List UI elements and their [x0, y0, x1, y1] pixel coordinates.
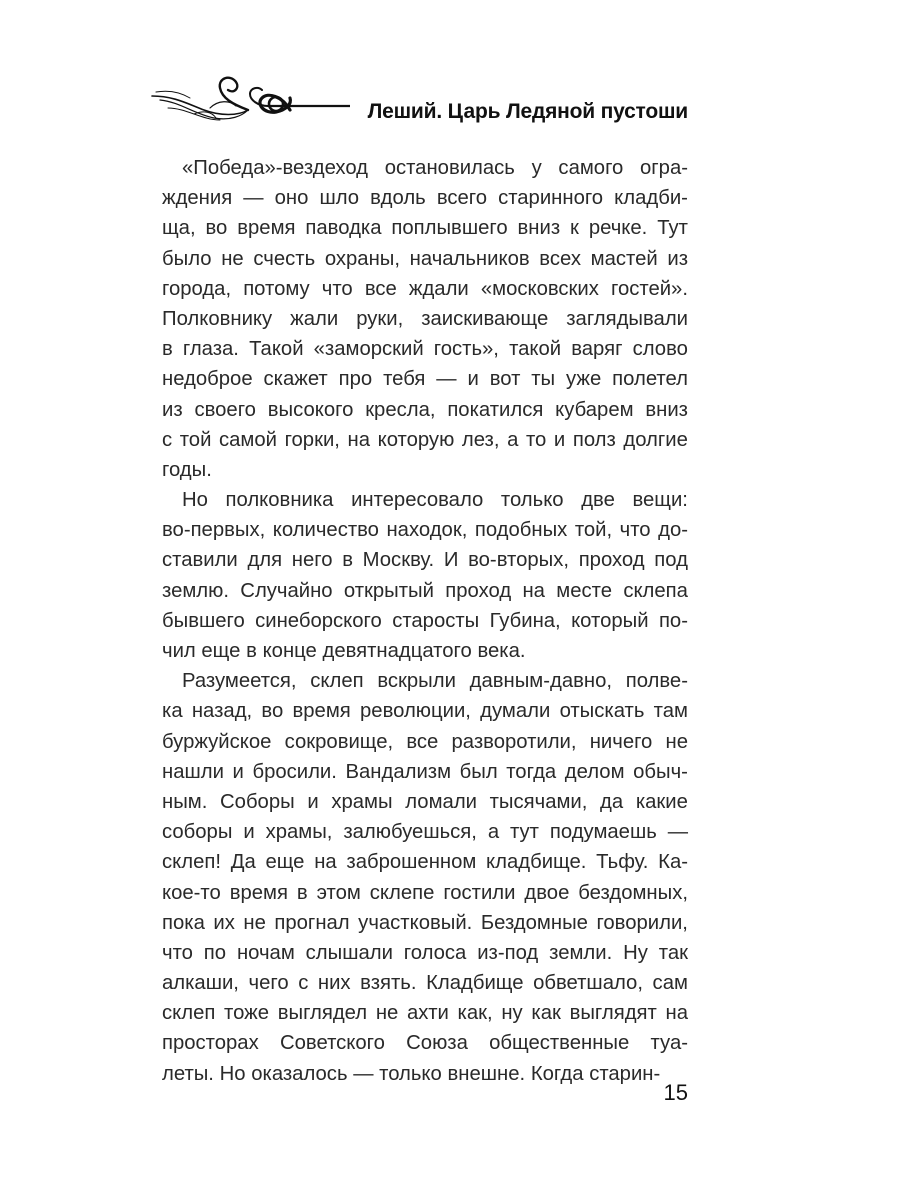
text-line	[162, 606, 688, 636]
word: храмы	[331, 790, 393, 813]
word: гость»,	[433, 338, 499, 361]
word: такой	[509, 338, 562, 361]
word: просторах	[162, 1032, 259, 1055]
text-line	[162, 576, 688, 606]
word: революции,	[360, 700, 471, 723]
word: подумаешь	[549, 821, 657, 844]
word: «московских	[480, 277, 599, 300]
word: две	[581, 489, 615, 512]
word: все	[364, 277, 397, 300]
word: интересовало	[351, 489, 484, 512]
text-line	[162, 878, 688, 908]
word: ну	[501, 1002, 523, 1025]
text-line	[162, 908, 688, 938]
word: Но	[182, 489, 208, 512]
word: вскрыли	[377, 670, 456, 693]
word: своего	[194, 398, 256, 421]
word: заискивающе	[421, 307, 549, 330]
word: их	[213, 911, 235, 934]
word: выглядел	[277, 1002, 368, 1025]
text-line	[162, 666, 688, 696]
word: в	[296, 881, 308, 904]
word: так	[658, 941, 688, 964]
word: чил	[162, 640, 196, 662]
word: слово	[632, 338, 688, 361]
word: долгие	[623, 428, 688, 451]
word: обветшало,	[533, 972, 643, 995]
word: что	[321, 277, 353, 300]
word: не	[221, 247, 244, 270]
text-line	[162, 485, 688, 515]
word: алкаши,	[162, 972, 239, 995]
word: открытый	[343, 579, 434, 602]
word: —	[667, 821, 688, 844]
word: вдоль	[370, 187, 426, 210]
word: ломали	[405, 790, 477, 813]
word: старин-	[589, 1062, 661, 1085]
word: тебя	[383, 368, 426, 391]
word: кладбище.	[486, 851, 587, 874]
word: у	[531, 157, 542, 179]
word: склеп	[310, 670, 364, 693]
word: кое-то	[162, 881, 221, 904]
word: разворотили,	[451, 730, 577, 753]
word: как,	[457, 1002, 493, 1025]
word: сокровище,	[284, 730, 394, 753]
word: ты	[531, 368, 556, 391]
word: слышали	[305, 941, 393, 964]
swirl-ornament-icon	[150, 70, 350, 140]
word: обыч-	[633, 760, 688, 783]
text-line	[162, 636, 688, 666]
text-line	[162, 998, 688, 1028]
word: вещи:	[632, 489, 688, 512]
word: Советского	[279, 1032, 385, 1055]
word: кладби-	[614, 187, 688, 210]
word: полве-	[625, 670, 688, 693]
word: Когда	[530, 1062, 584, 1085]
word: думали	[480, 700, 551, 723]
word: Ну	[623, 941, 648, 964]
word: пока	[162, 911, 205, 934]
word: то	[525, 428, 547, 451]
word: там	[653, 700, 688, 723]
word: потому	[243, 277, 310, 300]
word: взять.	[360, 972, 417, 995]
word: отыскать	[559, 700, 645, 723]
word: который	[571, 609, 649, 632]
word: к	[570, 217, 579, 240]
word: оказалось	[251, 1062, 348, 1085]
word: храмы,	[265, 821, 333, 844]
word: ждения	[162, 187, 233, 210]
word: месте	[556, 579, 612, 602]
word: и	[243, 821, 255, 844]
word: под	[654, 549, 688, 572]
word: и	[232, 760, 244, 783]
word: кубарем	[555, 398, 634, 421]
word: глаза.	[182, 338, 239, 361]
word: И	[443, 549, 459, 572]
word: Тут	[657, 217, 688, 240]
word: уже	[566, 368, 602, 391]
word: заглядывали	[566, 307, 688, 330]
word: было	[162, 247, 212, 270]
word: залюбуешься,	[343, 821, 477, 844]
word: все	[406, 730, 439, 753]
word: какие	[635, 790, 688, 813]
word: Вандализм	[345, 760, 452, 783]
word: назад,	[191, 700, 253, 723]
word: недоброе	[162, 368, 253, 391]
word: а	[507, 428, 519, 451]
word: горки,	[284, 428, 340, 451]
word: счесть	[253, 247, 316, 270]
word: и	[467, 368, 479, 391]
word: во	[261, 700, 284, 723]
text-line	[162, 757, 688, 787]
word: соборы	[162, 821, 233, 844]
word: выглядят	[569, 1002, 657, 1025]
text-line	[162, 787, 688, 817]
word: кресла,	[365, 398, 436, 421]
word: тогда	[506, 760, 557, 783]
word: тысячами,	[489, 790, 588, 813]
text-line	[162, 153, 688, 183]
word: Случайно	[240, 579, 333, 602]
word: на	[347, 428, 371, 451]
word: руки,	[356, 307, 404, 330]
word: Губина,	[489, 609, 561, 632]
word: варяг	[571, 338, 623, 361]
word: только	[379, 1062, 442, 1085]
word: конце	[262, 640, 317, 662]
word: полетел	[612, 368, 688, 391]
word: бездомных,	[578, 881, 688, 904]
word: с	[162, 428, 173, 451]
text-line	[162, 304, 688, 334]
word: ща,	[162, 217, 196, 240]
word: ничего	[589, 730, 653, 753]
word: прогнал	[274, 911, 350, 934]
text-line	[162, 938, 688, 968]
word: еще	[265, 851, 305, 874]
word: «заморский	[313, 338, 424, 361]
word: огра-	[640, 157, 688, 179]
word: самой	[219, 428, 277, 451]
word: той	[179, 428, 212, 451]
word: время	[292, 700, 351, 723]
running-header	[150, 70, 690, 140]
word: которую	[377, 428, 455, 451]
word: покатился	[447, 398, 544, 421]
word: и	[307, 790, 319, 813]
word: —	[243, 187, 264, 210]
word: что	[162, 941, 193, 964]
text-line	[162, 817, 688, 847]
word: ахти	[407, 1002, 449, 1025]
word: на	[665, 1002, 688, 1025]
word: про	[338, 368, 373, 391]
running-title: Леший. Царь Ледяной пустоши	[367, 100, 688, 123]
word: сам	[652, 972, 688, 995]
word: как	[531, 1002, 561, 1025]
word: время	[237, 217, 296, 240]
word: века.	[477, 640, 526, 662]
body-text	[162, 153, 688, 1089]
word: землю.	[162, 579, 229, 602]
word: скажет	[263, 368, 328, 391]
word: участковый.	[358, 911, 473, 934]
word: оно	[274, 187, 309, 210]
word: двое	[524, 881, 570, 904]
word: остановилась	[384, 157, 515, 179]
word: самого	[558, 157, 624, 179]
word: во-первых,	[162, 519, 266, 542]
word: да	[600, 790, 624, 813]
word: паводка	[305, 217, 382, 240]
word: давным-давно,	[469, 670, 613, 693]
word: время	[229, 881, 288, 904]
word: Соборы	[220, 790, 295, 813]
word: тут	[510, 821, 539, 844]
word: поплывшего	[391, 217, 508, 240]
word: вот	[489, 368, 521, 391]
word: Москву.	[362, 549, 435, 572]
text-line	[162, 968, 688, 998]
word: до-	[658, 519, 688, 542]
word: Полковнику	[162, 307, 273, 330]
word: ка	[162, 700, 183, 723]
word: ным.	[162, 790, 208, 813]
word: старосты	[392, 609, 480, 632]
word: гостили	[443, 881, 516, 904]
word: Но	[219, 1062, 246, 1085]
word: нашли	[162, 760, 224, 783]
word: не	[243, 911, 266, 934]
word: склепа	[623, 579, 688, 602]
word: по-	[658, 609, 688, 632]
text-line	[162, 1059, 688, 1089]
word: Такой	[249, 338, 304, 361]
word: гостей».	[611, 277, 688, 300]
word: годы.	[162, 458, 212, 481]
text-line	[162, 696, 688, 726]
text-line	[162, 334, 688, 364]
word: всего	[436, 187, 488, 210]
word: —	[353, 1062, 374, 1085]
word: проход	[445, 579, 512, 602]
word: бросили.	[252, 760, 337, 783]
word: бывшего	[162, 609, 245, 632]
text-line	[162, 395, 688, 425]
word: тоже	[224, 1002, 270, 1025]
word: него	[291, 549, 333, 572]
word: вниз	[517, 217, 561, 240]
word: охраны,	[324, 247, 400, 270]
word: мастей	[590, 247, 658, 270]
word: —	[436, 368, 457, 391]
word: той,	[574, 519, 613, 542]
word: полковника	[225, 489, 334, 512]
word: количество	[272, 519, 379, 542]
word: шло	[319, 187, 360, 210]
word: заброшенном	[346, 851, 477, 874]
word: в	[246, 640, 257, 662]
word: из	[667, 247, 688, 270]
word: еще	[201, 640, 241, 662]
word: Разумеется,	[182, 670, 297, 693]
word: на	[522, 579, 545, 602]
word: Ка-	[658, 851, 688, 874]
word: ждали	[408, 277, 469, 300]
word: начальников	[409, 247, 530, 270]
word: что	[619, 519, 651, 542]
word: жали	[290, 307, 339, 330]
text-line	[162, 183, 688, 213]
word: в	[342, 549, 353, 572]
word: этом	[316, 881, 361, 904]
word: лез,	[461, 428, 500, 451]
text-line	[162, 1028, 688, 1058]
text-line	[162, 515, 688, 545]
word: всех	[539, 247, 581, 270]
word: только	[500, 489, 564, 512]
word: не	[375, 1002, 399, 1025]
word: туа-	[650, 1032, 688, 1055]
word: склеп!	[162, 851, 221, 874]
word: для	[247, 549, 283, 572]
word: склепе	[369, 881, 435, 904]
word: говорили,	[596, 911, 688, 934]
text-line	[162, 455, 688, 485]
word: не	[665, 730, 688, 753]
text-line	[162, 213, 688, 243]
page-number: 15	[663, 1080, 688, 1105]
word: них	[317, 972, 351, 995]
word: был	[459, 760, 498, 783]
word: девятнадцатого	[322, 640, 472, 662]
word: старинного	[498, 187, 604, 210]
word: а	[487, 821, 500, 844]
word: чего	[248, 972, 289, 995]
word: города,	[162, 277, 232, 300]
text-line	[162, 274, 688, 304]
word: ставили	[162, 549, 238, 572]
word: земли.	[549, 941, 613, 964]
word: высокого	[267, 398, 354, 421]
word: во-вторых,	[468, 549, 569, 572]
word: проход	[578, 549, 645, 572]
text-line	[162, 425, 688, 455]
text-line	[162, 244, 688, 274]
word: полз	[572, 428, 616, 451]
text-line	[162, 847, 688, 877]
word: склеп	[162, 1002, 216, 1025]
word: общественные	[489, 1032, 630, 1055]
text-line	[162, 545, 688, 575]
word: речке.	[588, 217, 648, 240]
word: Бездомные	[480, 911, 588, 934]
word: подобных	[474, 519, 568, 542]
word: Союза	[406, 1032, 468, 1055]
word: с	[298, 972, 309, 995]
word: из-под	[477, 941, 539, 964]
text-line	[162, 727, 688, 757]
word: вниз	[645, 398, 688, 421]
word: из	[162, 398, 183, 421]
word: во	[205, 217, 228, 240]
word: и	[553, 428, 566, 451]
word: находок,	[386, 519, 468, 542]
word: ночам	[236, 941, 295, 964]
word: голоса	[403, 941, 467, 964]
text-line	[162, 364, 688, 394]
word: Да	[230, 851, 256, 874]
word: буржуйское	[162, 730, 272, 753]
word: внешне.	[447, 1062, 526, 1085]
word: «Победа»-вездеход	[182, 157, 368, 179]
word: синеборского	[255, 609, 382, 632]
word: Тьфу.	[596, 851, 649, 874]
word: Кладбище	[426, 972, 524, 995]
word: леты.	[162, 1062, 214, 1085]
word: в	[162, 338, 173, 361]
word: на	[314, 851, 337, 874]
word: делом	[564, 760, 625, 783]
word: по	[203, 941, 227, 964]
